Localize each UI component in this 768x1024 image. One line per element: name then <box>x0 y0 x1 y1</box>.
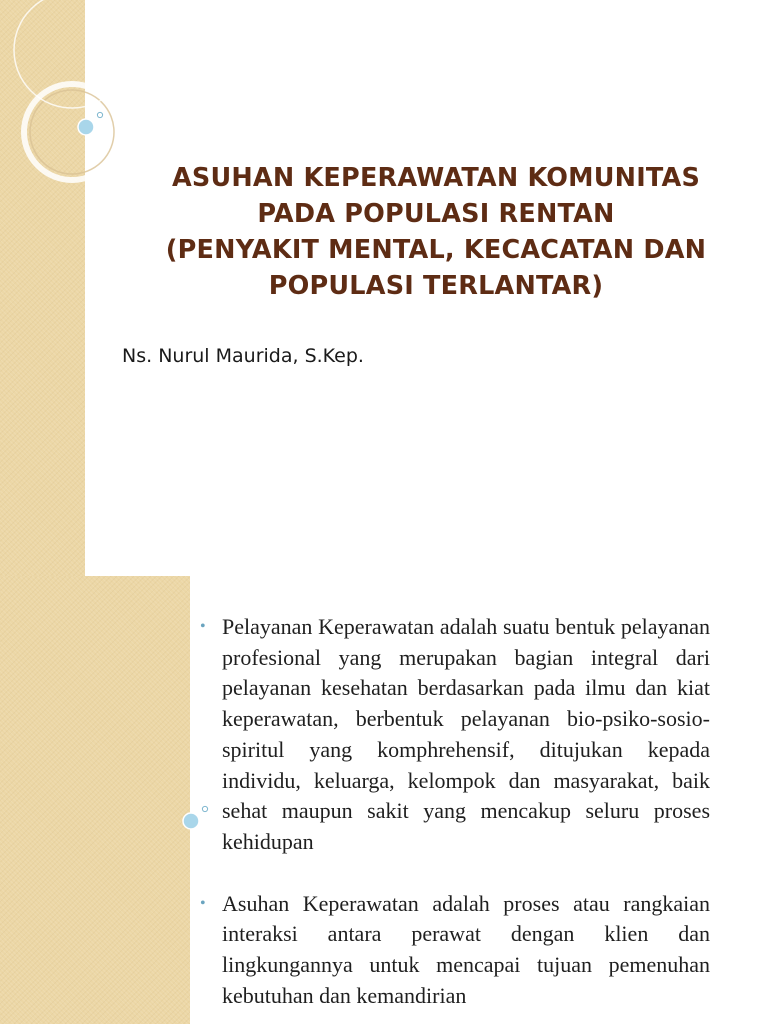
bullet-marker: • <box>200 894 206 912</box>
title-line: PADA POPULASI RENTAN <box>257 199 615 229</box>
author-name: Ns. Nurul Maurida, S.Kep. <box>122 345 364 367</box>
title-line: (PENYAKIT MENTAL, KECACATAN DAN <box>165 235 707 265</box>
bullet-text: Asuhan Keperawatan adalah proses atau rangkaian interaksi antara perawat dengan klien dan lingkungannya untuk mencapai tujuan pemenuhan kebutuhan dan kemandirian <box>222 890 710 1008</box>
title-line: POPULASI TERLANTAR) <box>268 271 604 301</box>
slide-title <box>120 160 752 304</box>
bullet-list <box>200 612 710 1024</box>
content-slide <box>0 576 768 1024</box>
list-item <box>200 612 710 858</box>
title-line: ASUHAN KEPERAWATAN KOMUNITAS <box>171 163 701 193</box>
list-item <box>200 889 710 1012</box>
bullet-text: Pelayanan Keperawatan adalah suatu bentuk pelayanan profesional yang merupakan bagian integral dari pelayanan kesehatan berdasarkan pada ilmu dan kiat keperawatan, berbentuk pelayanan bio-psiko-sosio-spiritul yang komphrehensif, ditujukan kepada individu, keluarga, kelompok dan masyarakat, baik sehat maupun sakit yang mencakup seluru proses kehidupan <box>222 614 710 854</box>
bullet-marker: • <box>200 618 206 635</box>
